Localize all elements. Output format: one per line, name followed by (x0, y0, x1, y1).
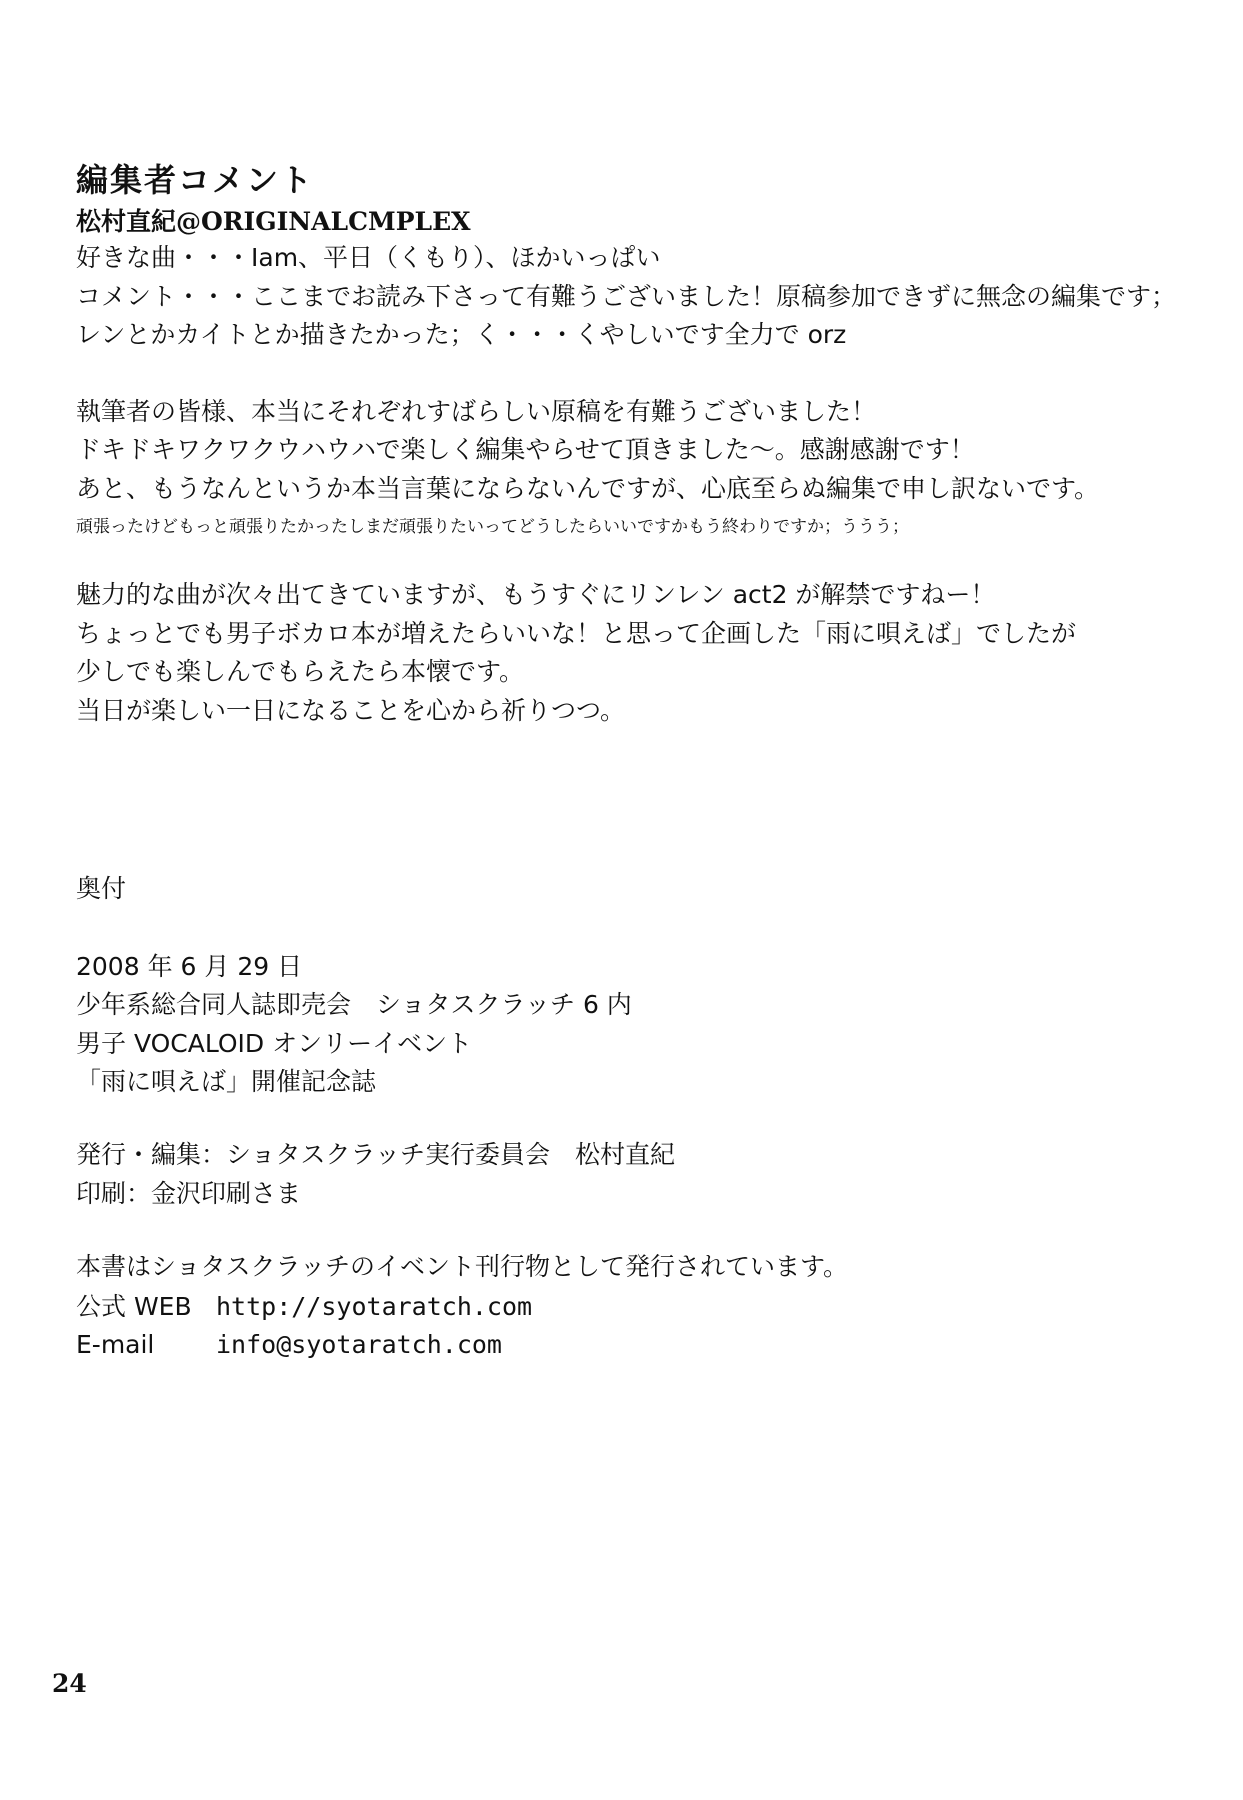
closing-line-4: 当日が楽しい一日になることを心から祈りつつ。 (76, 696, 626, 725)
editor-comment-heading: 編集者コメント (76, 161, 315, 199)
web-row (76, 1292, 532, 1322)
thanks-line-1: 執筆者の皆様、本当にそれぞれすばらしい原稿を有難うございました！ (76, 397, 877, 426)
colophon-title: 奥付 (76, 874, 127, 903)
thanks-line-small: 頑張ったけどもっと頑張りたかったしまだ頑張りたいってどうしたらいいですかもう終わりですか；ううう； (76, 517, 909, 537)
closing-line-3: 少しでも楽しんでもらえたら本懐です。 (76, 657, 525, 686)
email-label: E-mail (76, 1330, 155, 1359)
favorite-songs-line: 好きな曲・・・Iam、平日（くもり）、ほかいっぱい (76, 243, 661, 272)
colophon-publisher: 発行・編集：ショタスクラッチ実行委員会 松村直紀 (76, 1140, 676, 1169)
editor-name: 松村直紀@ORIGINALCMPLEX (76, 207, 471, 236)
closing-line-1: 魅力的な曲が次々出てきていますが、もうすぐにリンレン act2 が解禁ですねー！ (76, 580, 996, 609)
colophon-event-2: 男子 VOCALOID オンリーイベント (76, 1029, 473, 1058)
thanks-line-2: ドキドキワクワクウハウハで楽しく編集やらせて頂きました～。感謝感謝です！ (76, 435, 975, 464)
comment-line-2: レンとかカイトとか描きたかった；く・・・くやしいです全力で orz (76, 320, 847, 349)
web-label: 公式 WEB (76, 1292, 192, 1321)
email-address: info@syotaratch.com (216, 1330, 502, 1359)
colophon-event-3: 「雨に唄えば」開催記念誌 (76, 1067, 377, 1096)
colophon-event-1: 少年系総合同人誌即売会 ショタスクラッチ 6 内 (76, 990, 632, 1019)
comment-line-1: コメント・・・ここまでお読み下さって有難うございました！原稿参加できずに無念の編集です； (76, 282, 1177, 311)
colophon-notice: 本書はショタスクラッチのイベント刊行物として発行されています。 (76, 1252, 849, 1281)
thanks-line-3: あと、もうなんというか本当言葉にならないんですが、心底至らぬ編集で申し訳ないです。 (76, 474, 1100, 503)
colophon-date: 2008 年 6 月 29 日 (76, 952, 303, 981)
closing-line-2: ちょっとでも男子ボカロ本が増えたらいいな！と思って企画した「雨に唄えば」でしたが (76, 619, 1077, 648)
web-url: http://syotaratch.com (216, 1292, 533, 1321)
email-row (76, 1330, 502, 1360)
colophon-printer: 印刷：金沢印刷さま (76, 1179, 302, 1208)
page-number: 24 (52, 1669, 87, 1698)
